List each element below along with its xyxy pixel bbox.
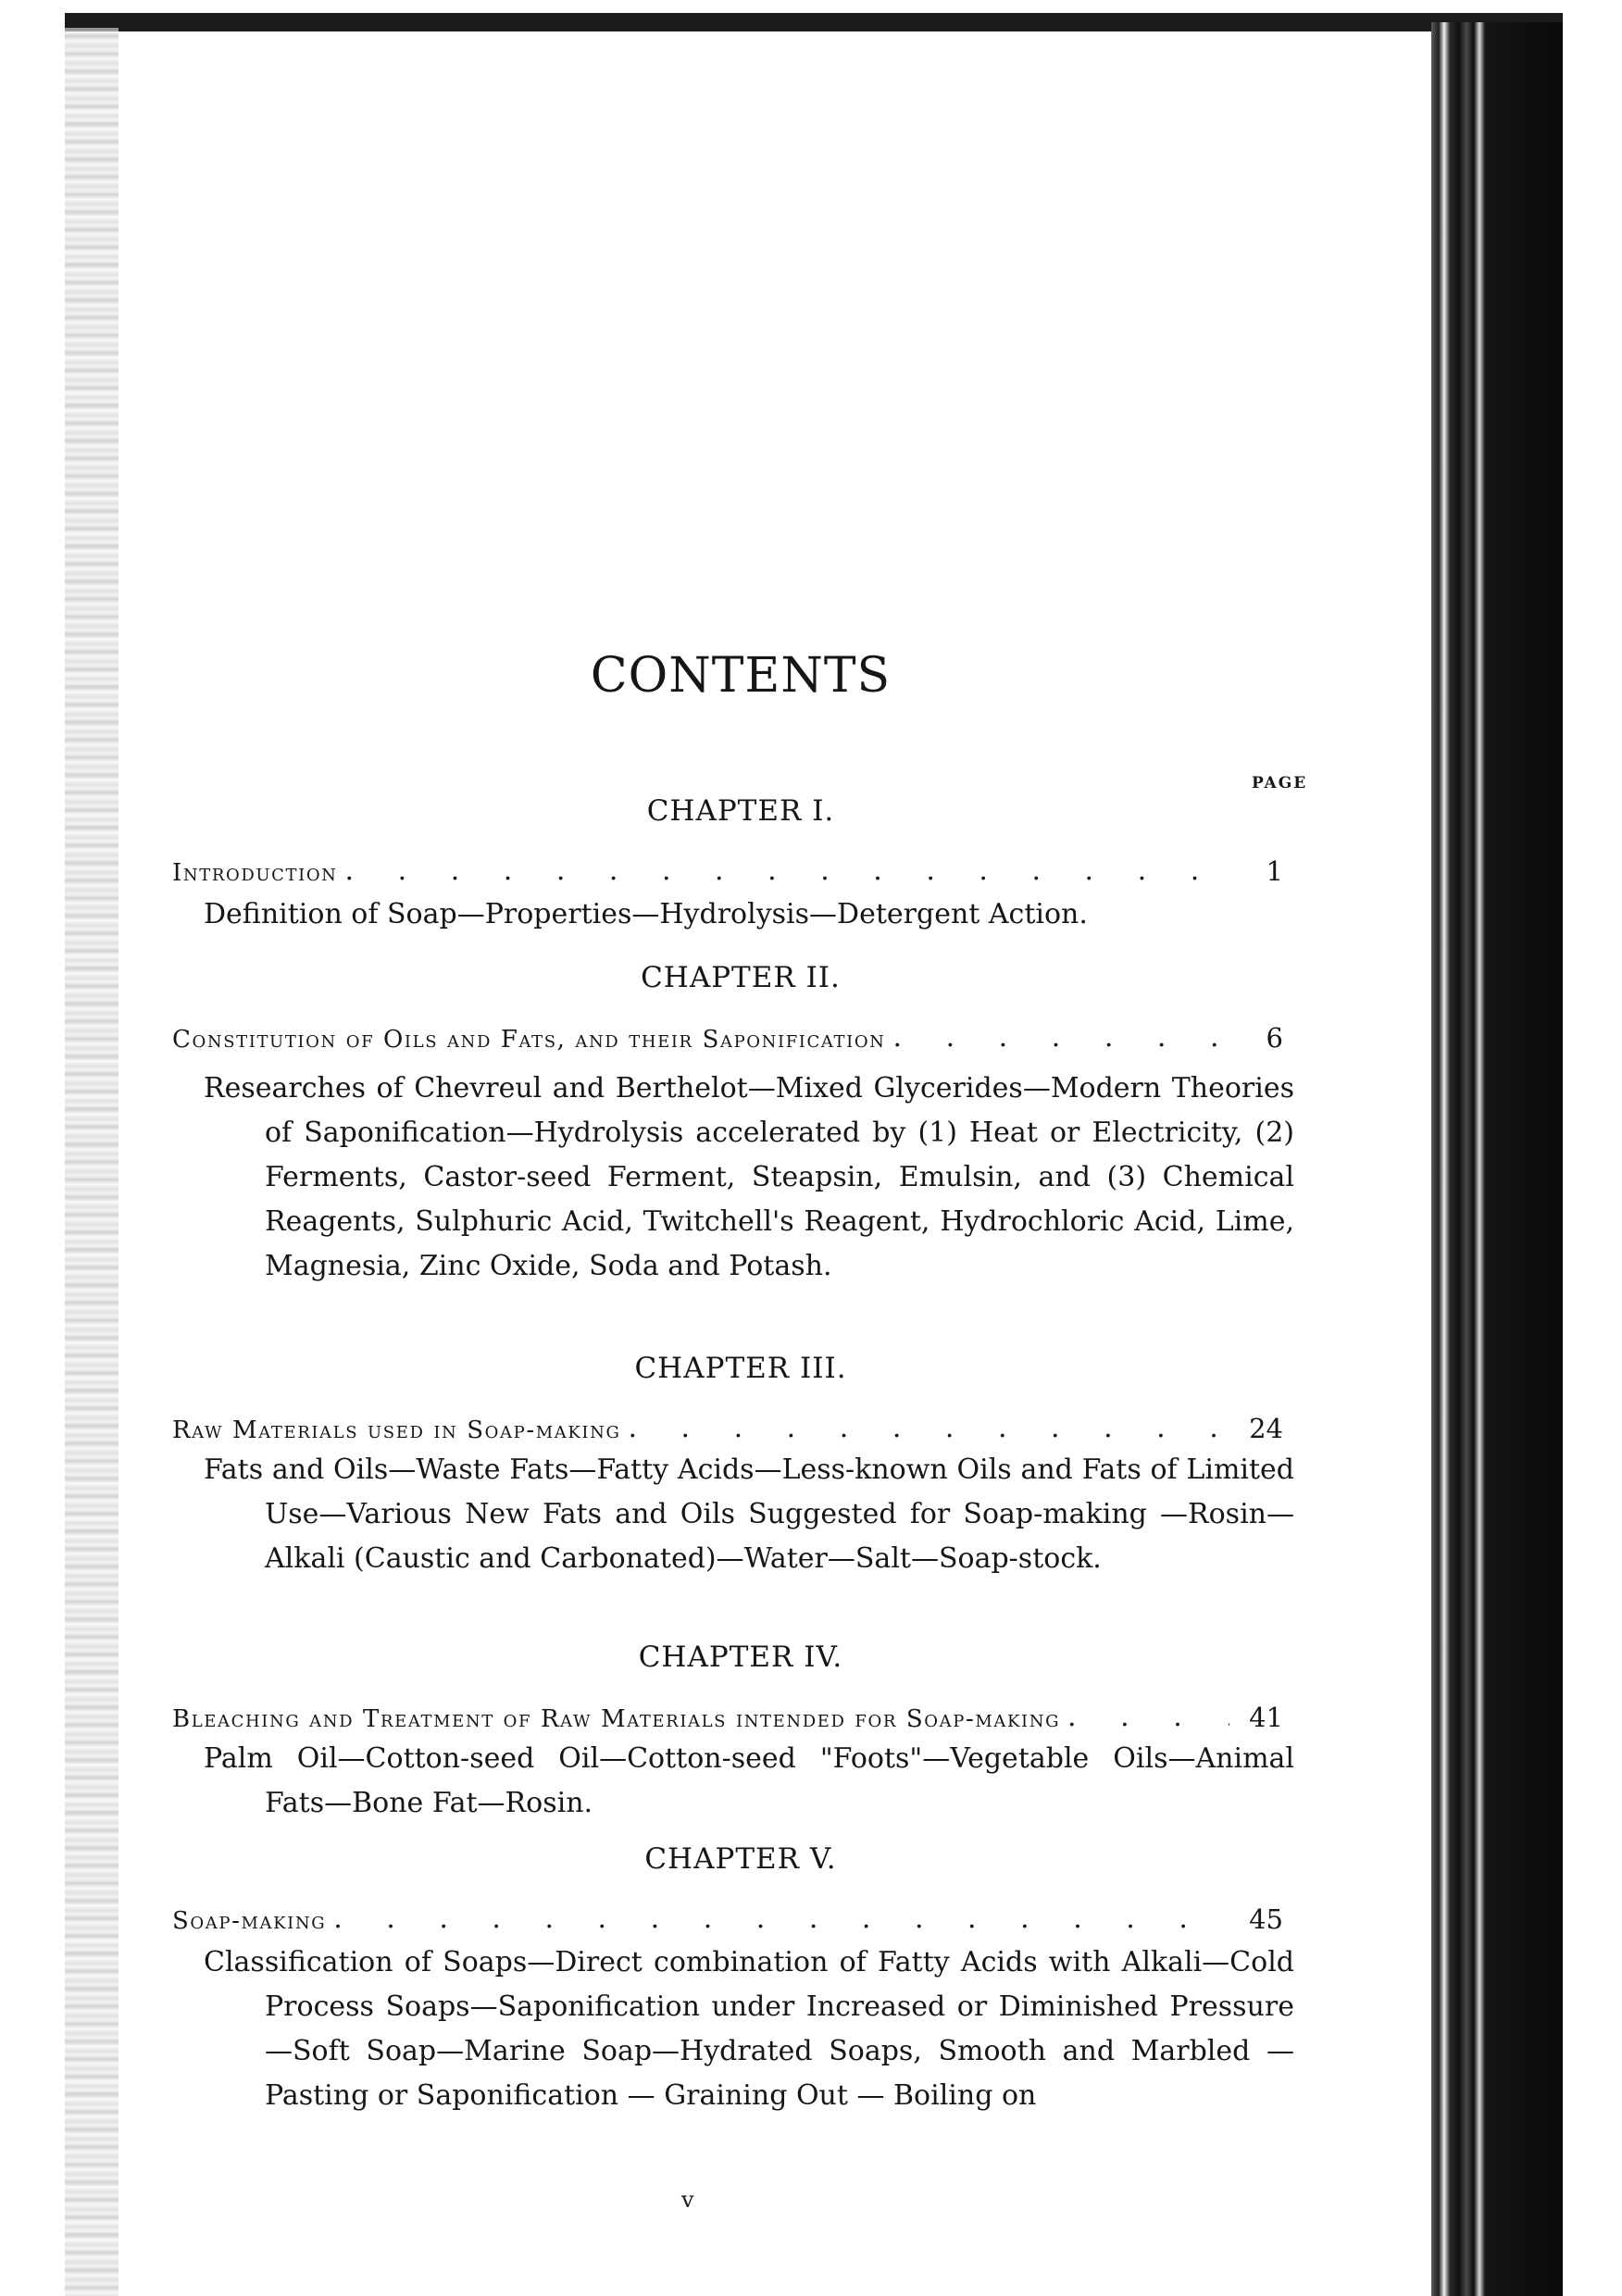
- chapter-summary: Palm Oil—Cotton-seed Oil—Cotton-seed "Foots"—Vegetable Oils—Animal Fats—Bone Fat—Rosin.: [204, 1742, 1294, 1819]
- book-binding-edge: [1431, 22, 1563, 2296]
- toc-entry-title: Constitution of Oils and Fats, and their Saponification: [172, 1026, 886, 1054]
- chapter-heading: CHAPTER IV.: [638, 1641, 843, 1674]
- page-column-label: PAGE: [1252, 774, 1308, 792]
- toc-entry-title: Bleaching and Treatment of Raw Materials intended for Soap-making: [172, 1705, 1061, 1733]
- dot-leader: [345, 857, 1229, 887]
- toc-entry[interactable]: [172, 846, 1283, 887]
- toc-entry-title: Introduction: [172, 859, 338, 887]
- toc-entry[interactable]: [172, 1013, 1283, 1054]
- chapter-summary: Fats and Oils—Waste Fats—Fatty Acids—Less-known Oils and Fats of Limited Use—Various New Fats and Oils Suggested for Soap-making —Rosin—Alkali (Caustic and Carbonated)—Water—Salt—Soap-stock.: [204, 1454, 1294, 1575]
- toc-entry-title: Raw Materials used in Soap-making: [172, 1416, 621, 1444]
- toc-entry[interactable]: [172, 1692, 1283, 1733]
- chapter-heading: CHAPTER III.: [634, 1352, 847, 1385]
- toc-entry-title: Soap-making: [172, 1907, 327, 1935]
- toc-entry-page: 41: [1249, 1702, 1283, 1733]
- toc-entry-page: 24: [1249, 1413, 1283, 1444]
- page-title: CONTENTS: [590, 648, 892, 704]
- dot-leader: [628, 1415, 1229, 1444]
- chapter-heading: CHAPTER II.: [641, 961, 841, 994]
- dot-leader: [333, 1905, 1229, 1935]
- toc-entry-page: 6: [1266, 1022, 1283, 1054]
- chapter-summary: Definition of Soap—Properties—Hydrolysis—Detergent Action.: [204, 898, 1088, 930]
- toc-entry-page: 1: [1266, 855, 1283, 887]
- toc-entry[interactable]: [172, 1894, 1283, 1935]
- dot-leader: [1067, 1703, 1229, 1733]
- toc-entry-page: 45: [1249, 1903, 1283, 1935]
- toc-entry[interactable]: [172, 1404, 1283, 1444]
- dot-leader: [893, 1024, 1229, 1054]
- page-number: v: [681, 2187, 694, 2213]
- chapter-summary: Classification of Soaps—Direct combination of Fatty Acids with Alkali—Cold Process Soaps—Saponification under Increased or Diminished Pressure—Soft Soap—Marine Soap—Hydrated Soaps, Smooth and Marbled — Pasting or Saponification — Graining Out — Boiling on: [204, 1946, 1294, 2112]
- chapter-summary: Researches of Chevreul and Berthelot—Mixed Glycerides—Modern Theories of Saponification—Hydrolysis accelerated by (1) Heat or Electricity, (2) Ferments, Castor-seed Ferment, Steapsin, Emulsin, and (3) Chemical Reagents, Sulphuric Acid, Twitchell's Reagent, Hydrochloric Acid, Lime, Magnesia, Zinc Oxide, Soda and Potash.: [204, 1072, 1294, 1282]
- chapter-heading: CHAPTER I.: [646, 794, 835, 828]
- chapter-heading: CHAPTER V.: [644, 1842, 837, 1876]
